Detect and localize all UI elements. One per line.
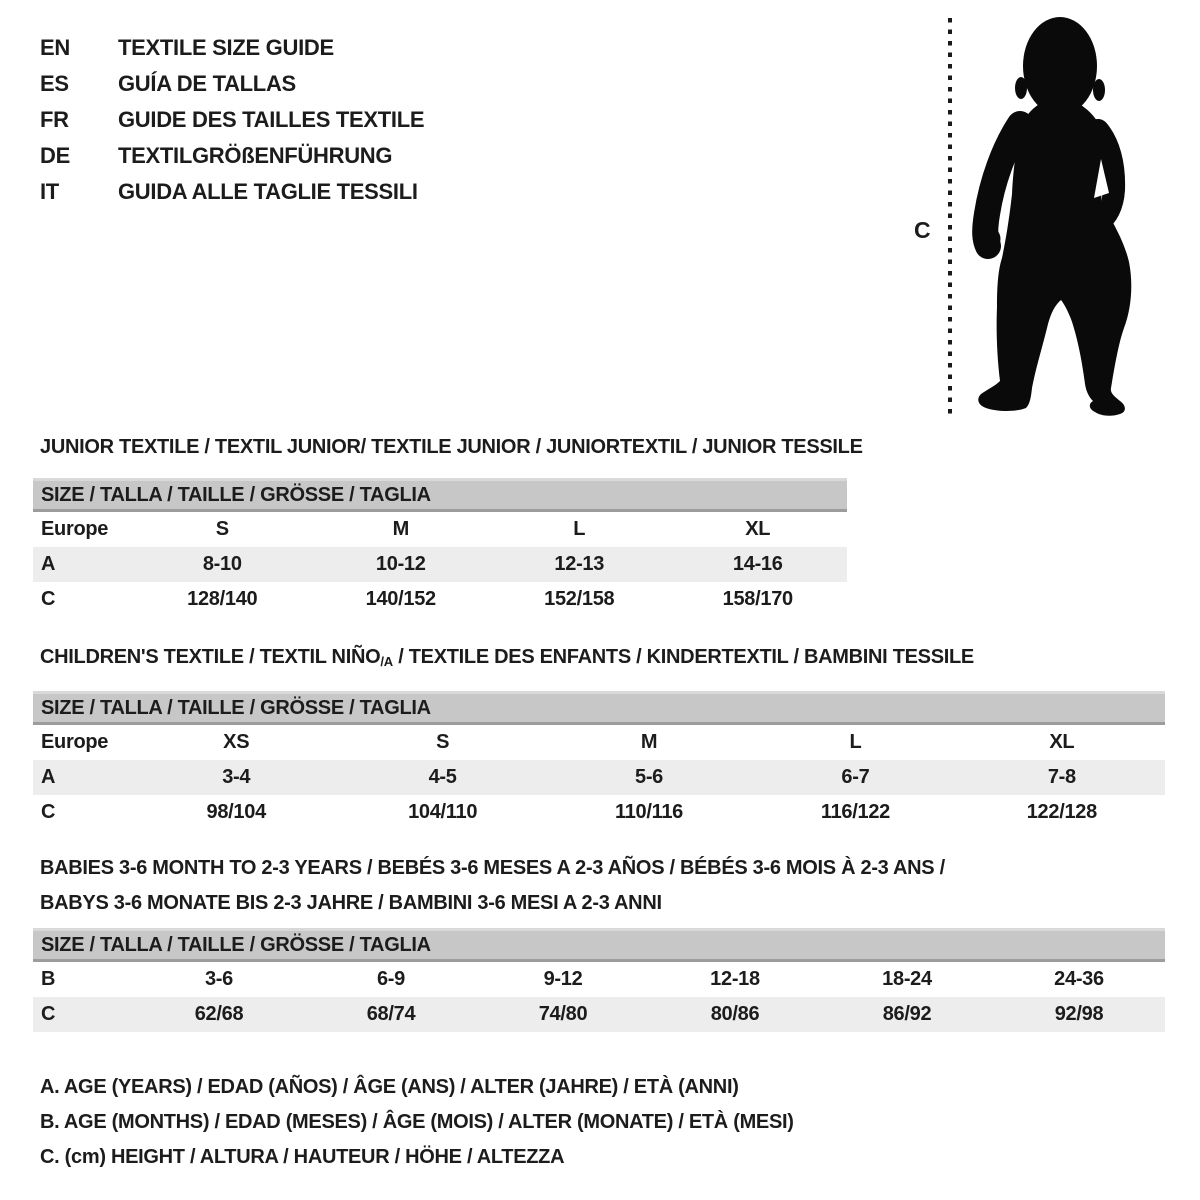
legend xyxy=(40,1070,794,1175)
table-row-europe xyxy=(33,512,847,547)
value-cell: 5-6 xyxy=(635,766,664,788)
language-guide-header xyxy=(40,30,424,210)
section-title-text: CHILDREN'S TEXTILE / TEXTIL NIÑO xyxy=(40,646,381,668)
value-cell: 3-6 xyxy=(204,968,233,990)
language-row xyxy=(40,138,424,174)
language-row xyxy=(40,30,424,66)
row-label: Europe xyxy=(41,518,109,540)
value-cell: 3-4 xyxy=(222,766,251,788)
row-label: B xyxy=(41,968,56,990)
value-cell: 80/86 xyxy=(710,1003,760,1025)
section-title-children xyxy=(40,646,974,669)
value-cell: 24-36 xyxy=(1054,968,1104,990)
toddler-silhouette xyxy=(974,17,1132,416)
row-label: A xyxy=(41,553,56,575)
table-row-age xyxy=(33,760,1165,795)
row-label: C xyxy=(41,801,56,823)
size-cell: L xyxy=(573,518,586,540)
guide-title: GUIDA ALLE TAGLIE TESSILI xyxy=(118,179,418,204)
guide-title: GUIDE DES TAILLES TEXTILE xyxy=(118,107,425,132)
guide-title: TEXTILGRÖßENFÜHRUNG xyxy=(118,143,393,168)
size-table-babies xyxy=(33,928,1165,1032)
table-row-age xyxy=(33,547,847,582)
size-cell: XS xyxy=(223,731,250,753)
language-code: IT xyxy=(40,179,59,204)
table-size-header: SIZE / TALLA / TAILLE / GRÖSSE / TAGLIA xyxy=(33,478,847,512)
table-row-height xyxy=(33,997,1165,1032)
row-label: A xyxy=(41,766,56,788)
section-title-line: BABYS 3-6 MONATE BIS 2-3 JAHRE / BAMBINI 3-6 MESI A 2-3 ANNI xyxy=(40,892,662,914)
value-cell: 9-12 xyxy=(543,968,583,990)
value-cell: 74/80 xyxy=(538,1003,588,1025)
table-row-age-months xyxy=(33,962,1165,997)
value-cell: 152/158 xyxy=(544,588,615,610)
value-cell: 98/104 xyxy=(206,801,266,823)
language-code: DE xyxy=(40,143,70,168)
row-label: C xyxy=(41,1003,56,1025)
size-cell: S xyxy=(436,731,450,753)
size-cell: M xyxy=(392,518,409,540)
guide-title: GUÍA DE TALLAS xyxy=(118,71,296,96)
size-table-junior xyxy=(33,478,847,617)
value-cell: 4-5 xyxy=(428,766,457,788)
section-title-text: / TEXTILE DES ENFANTS / KINDERTEXTIL / BAMBINI TESSILE xyxy=(392,646,974,668)
value-cell: 86/92 xyxy=(882,1003,932,1025)
language-row xyxy=(40,102,424,138)
value-cell: 10-12 xyxy=(375,553,426,575)
legend-line-height: C. (cm) HEIGHT / ALTURA / HAUTEUR / HÖHE / ALTEZZA xyxy=(40,1146,565,1168)
language-code: ES xyxy=(40,71,69,96)
size-cell: XL xyxy=(745,518,771,540)
value-cell: 116/122 xyxy=(820,801,890,823)
height-measure-label: C xyxy=(914,217,931,243)
section-title-junior: JUNIOR TEXTILE / TEXTIL JUNIOR/ TEXTILE JUNIOR / JUNIORTEXTIL / JUNIOR TESSILE xyxy=(40,436,863,458)
value-cell: 8-10 xyxy=(202,553,242,575)
value-cell: 92/98 xyxy=(1054,1003,1104,1025)
value-cell: 6-9 xyxy=(376,968,405,990)
section-title-line: BABIES 3-6 MONTH TO 2-3 YEARS / BEBÉS 3-6 MESES A 2-3 AÑOS / BÉBÉS 3-6 MOIS À 2-3 ANS / xyxy=(40,857,945,879)
size-cell: M xyxy=(640,731,658,753)
size-table-children xyxy=(33,691,1165,830)
size-figure xyxy=(898,8,1148,424)
size-cell: XL xyxy=(1049,731,1075,753)
value-cell: 14-16 xyxy=(732,553,783,575)
row-label: Europe xyxy=(41,731,109,753)
value-cell: 122/128 xyxy=(1026,801,1097,823)
language-code: EN xyxy=(40,35,70,60)
section-title-subscript: /A xyxy=(380,654,393,669)
size-cell: L xyxy=(849,731,862,753)
value-cell: 7-8 xyxy=(1047,766,1076,788)
table-size-header: SIZE / TALLA / TAILLE / GRÖSSE / TAGLIA xyxy=(33,928,1165,962)
value-cell: 62/68 xyxy=(194,1003,244,1025)
value-cell: 140/152 xyxy=(365,588,436,610)
language-code: FR xyxy=(40,107,69,132)
legend-line-age-months: B. AGE (MONTHS) / EDAD (MESES) / ÂGE (MOIS) / ALTER (MONATE) / ETÀ (MESI) xyxy=(40,1111,794,1133)
table-size-header: SIZE / TALLA / TAILLE / GRÖSSE / TAGLIA xyxy=(33,691,1165,725)
legend-line-age-years: A. AGE (YEARS) / EDAD (AÑOS) / ÂGE (ANS) / ALTER (JAHRE) / ETÀ (ANNI) xyxy=(40,1076,739,1098)
section-title-babies xyxy=(40,851,945,921)
value-cell: 12-13 xyxy=(554,553,605,575)
table-row-height xyxy=(33,795,1165,830)
value-cell: 12-18 xyxy=(710,968,760,990)
table-row-height xyxy=(33,582,847,617)
size-cell: S xyxy=(215,518,229,540)
language-row xyxy=(40,174,424,210)
value-cell: 18-24 xyxy=(882,968,932,990)
table-row-europe xyxy=(33,725,1165,760)
row-label: C xyxy=(41,588,56,610)
language-row xyxy=(40,66,424,102)
value-cell: 68/74 xyxy=(366,1003,416,1025)
value-cell: 104/110 xyxy=(408,801,478,823)
value-cell: 158/170 xyxy=(722,588,793,610)
guide-title: TEXTILE SIZE GUIDE xyxy=(118,35,334,60)
value-cell: 6-7 xyxy=(841,766,870,788)
value-cell: 110/116 xyxy=(615,801,684,823)
value-cell: 128/140 xyxy=(187,588,258,610)
